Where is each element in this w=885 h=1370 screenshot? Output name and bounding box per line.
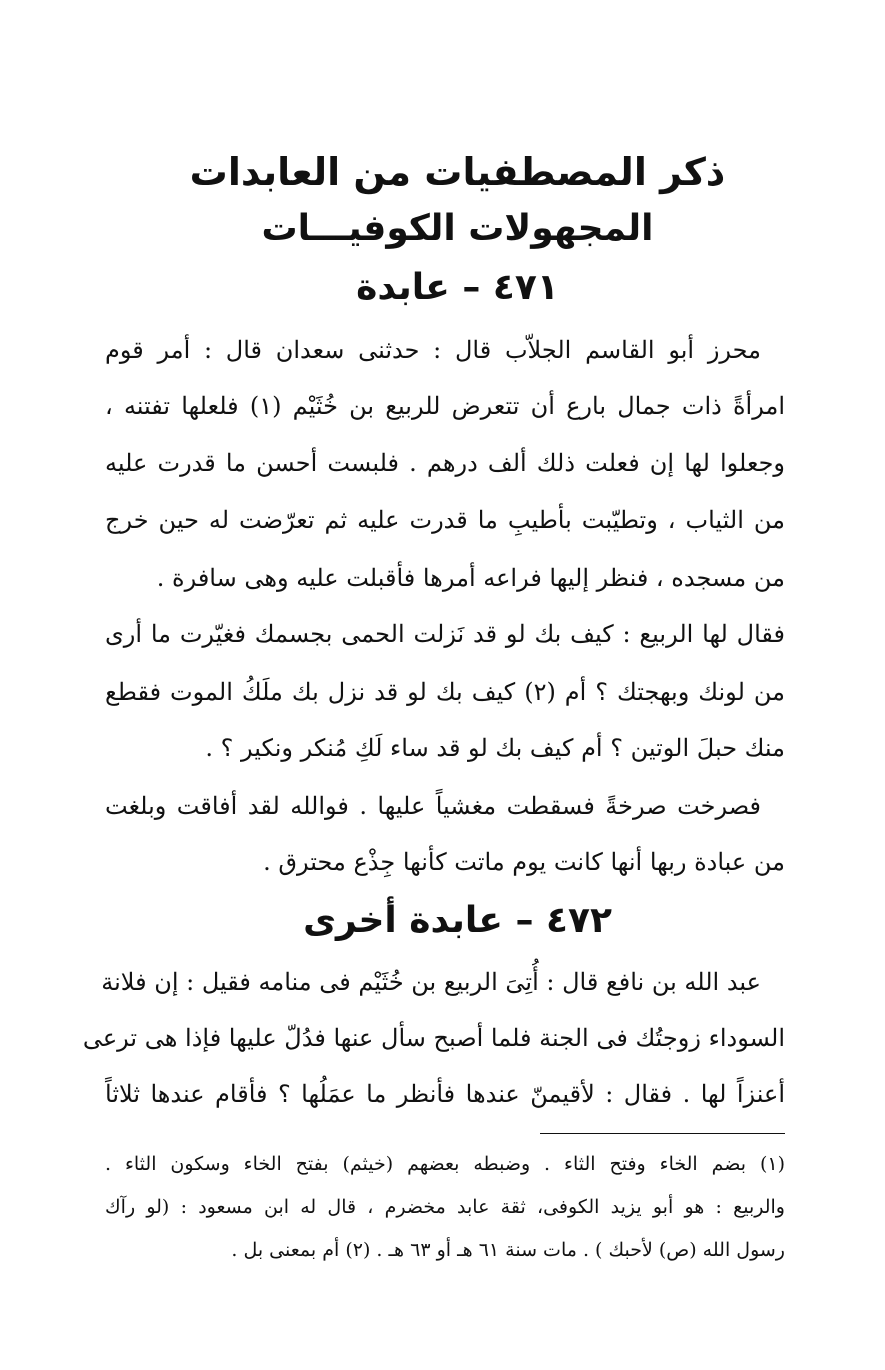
entry-471-line: وجعلوا لها إن فعلت ذلك ألف درهم . فلبست أحسن ما قدرت عليه — [105, 449, 785, 477]
entry-471-line: امرأةً ذات جمال بارع أن تتعرض للربيع بن خُثَيْم (١) فلعلها تفتنه ، — [105, 392, 785, 420]
entry-471-line: من الثياب ، وتطيّبت بأطيبِ ما قدرت عليه ثم تعرّضت له حين خرج — [105, 506, 785, 534]
entry-472-line: عبد الله بن نافع قال : أُتِىَ الربيع بن خُثَيْم فى منامه فقيل : إن فلانة — [101, 968, 761, 996]
section-title-line-2: المجهولات الكوفيـــات — [261, 208, 654, 249]
entry-471-heading: ٤٧١ – عابدة — [356, 267, 559, 308]
entry-471-line: من عبادة ربها أنها كانت يوم ماتت كأنها جِذْع محترق . — [263, 848, 785, 876]
entry-472-line: أعنزاً لها . فقال : لأقيمنّ عندها فأنظر ما عمَلُها ؟ فأقام عندها ثلاثاً — [105, 1080, 786, 1108]
section-title-line-1: ذكر المصطفيات من العابدات — [189, 150, 726, 194]
entry-472-heading: ٤٧٢ – عابدة أخرى — [303, 900, 612, 941]
footnote-divider — [540, 1133, 785, 1134]
entry-471-line: من مسجده ، فنظر إليها فراعه أمرها فأقبلت عليه وهى سافرة . — [156, 564, 785, 592]
entry-471-line: فصرخت صرخةً فسقطت مغشياً عليها . فوالله لقد أفاقت وبلغت — [105, 792, 761, 820]
footnote-line: رسول الله (ص) لأحبك ) . مات سنة ٦١ هـ أو ٦٣ هـ . (٢) أم بمعنى بل . — [231, 1239, 785, 1261]
entry-471-line: من لونك وبهجتك ؟ أم (٢) كيف بك لو قد نزل بك ملَكُ الموت فقطع — [105, 678, 785, 706]
footnote-line: والربيع : هو أبو يزيد الكوفى، ثقة عابد مخضرم ، قال له ابن مسعود : (لو رآك — [105, 1196, 785, 1218]
entry-471-line: محرز أبو القاسم الجلاّب قال : حدثنى سعدان قال : أمر قوم — [105, 336, 761, 364]
footnote-line: (١) بضم الخاء وفتح الثاء . وضبطه بعضهم (خيثم) بفتح الخاء وسكون الثاء . — [105, 1153, 785, 1175]
entry-471-line: فقال لها الربيع : كيف بك لو قد نَزلت الحمى بجسمك فغيّرت ما أرى — [105, 620, 785, 648]
entry-471-line: منك حبلَ الوتين ؟ أم كيف بك لو قد ساء لَكِ مُنكر ونكير ؟ . — [205, 734, 785, 762]
entry-472-line: السوداء زوجتُك فى الجنة فلما أصبح سأل عنها فدُلّ عليها فإذا هى ترعى — [82, 1024, 785, 1052]
